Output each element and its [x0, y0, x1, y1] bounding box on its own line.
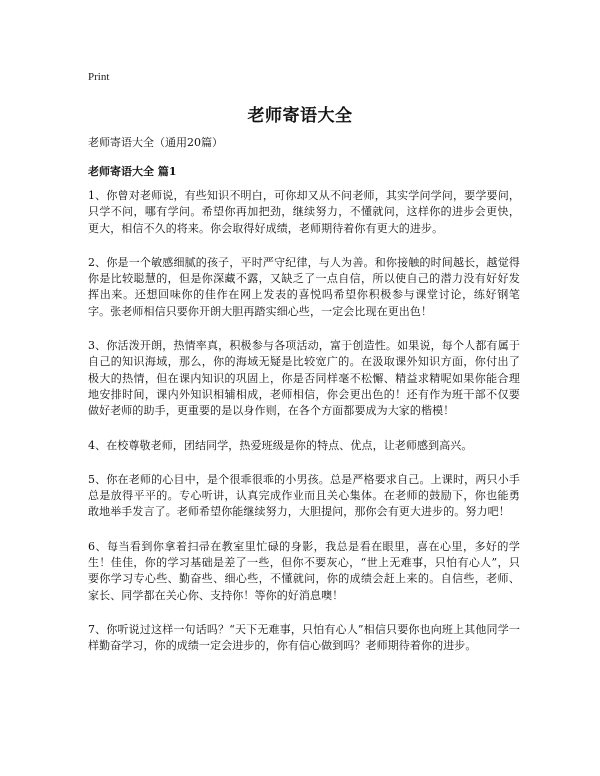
paragraph: 2、你是一个敏感细腻的孩子，平时严守纪律，与人为善。和你接触的时间越长，越觉得你是比较聪慧的，但是你深藏不露，又缺乏了一点自信，所以使自己的潜力没有好好发挥出来。还想回味你的佳作在网上发表的喜悦吗希望你积极参与课堂讨论，练好钢笔字。张老师相信只要你开朗大胆再踏实细心些，一定会比现在更出色！: [88, 255, 520, 318]
paragraph: 7、你听说过这样一句话吗？“天下无难事，只怕有心人”相信只要你也向班上其他同学一样勤奋学习，你的成绩一定会进步的，你有信心做到吗？老师期待着你的进步。: [88, 622, 520, 653]
article-body: [88, 188, 520, 673]
paragraph: 1、你曾对老师说，有些知识不明白，可你却又从不问老师，其实学问学问，要学要问，只学不问，哪有学问。希望你再加把劲，继续努力，不懂就问，这样你的进步会更快，更大，相信不久的将来。你会取得好成绩，老师期待着你有更大的进步。: [88, 189, 520, 235]
print-link[interactable]: Print: [88, 71, 110, 83]
page-title: 老师寄语大全: [247, 106, 353, 126]
paragraph: 5、你在老师的心目中，是个很乖很乖的小男孩。总是严格要求自己。上课时，两只小手总是放得平平的。专心听讲，认真完成作业而且关心集体。在老师的鼓励下，你也能勇敢地举手发言了。老师希望你能继续努力，大胆提问，那你会有更大进步的。努力吧！: [88, 472, 520, 519]
paragraph: 3、你活泼开朗，热情率真，积极参与各项活动，富于创造性。如果说，每个人都有属于自己的知识海域，那么，你的海域无疑是比较宽广的。在汲取课外知识方面，你付出了极大的热情，但在课内知识的巩固上，你是否同样毫不松懈、精益求精呢如果你能合理地安排时间，课内外知识相辅相成，老师相信，你会更出色的！还有作为班干部不仅要做好老师的助手，更重要的是以身作则，在各个方面都要成为大家的楷模！: [88, 339, 520, 418]
paragraph: 4、在校尊敬老师，团结同学，热爱班级是你的特点、优点，让老师感到高兴。: [88, 438, 473, 452]
section-heading: 老师寄语大全 篇1: [88, 165, 177, 178]
document-subtitle: 老师寄语大全（通用20篇）: [88, 136, 223, 149]
paragraph: 6、每当看到你拿着扫帚在教室里忙碌的身影，我总是看在眼里，喜在心里，多好的学生！佳佳，你的学习基础是差了一些，但你不要灰心，“世上无难事，只怕有心人”，只要你学习专心些、勤奋些、细心些，不懂就问，你的成绩会赶上来的。自信些，老师、家长、同学都在关心你、支持你！等你的好消息噢！: [88, 539, 520, 602]
